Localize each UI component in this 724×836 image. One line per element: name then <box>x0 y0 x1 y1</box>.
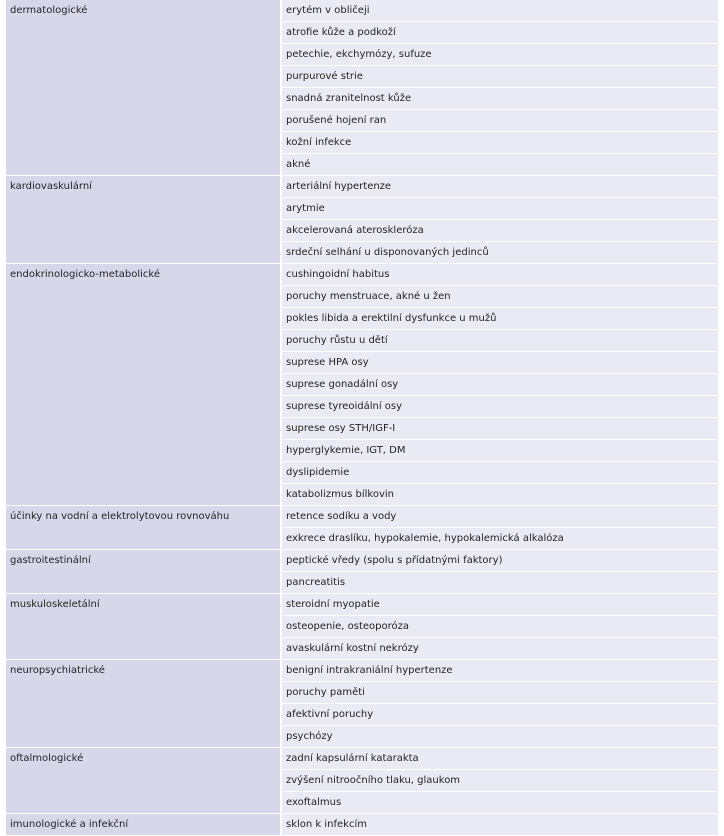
table-body <box>6 0 718 836</box>
effect-cell: porušené hojení ran <box>281 110 718 132</box>
effect-cell: retence sodíku a vody <box>281 506 718 528</box>
table-row <box>6 660 718 682</box>
effect-cell: arytmie <box>281 198 718 220</box>
category-cell: imunologické a infekční <box>6 814 281 836</box>
effect-cell: petechie, ekchymózy, sufuze <box>281 44 718 66</box>
effect-cell: exkrece draslíku, hypokalemie, hypokalemická alkalóza <box>281 528 718 550</box>
table-row <box>6 0 718 22</box>
effect-cell: poruchy paměti <box>281 682 718 704</box>
effect-cell: suprese osy STH/IGF-I <box>281 418 718 440</box>
category-cell: gastroitestinální <box>6 550 281 594</box>
table-row <box>6 814 718 836</box>
table-row <box>6 506 718 528</box>
effect-cell: arteriální hypertenze <box>281 176 718 198</box>
category-cell: neuropsychiatrické <box>6 660 281 748</box>
effect-cell: poruchy menstruace, akné u žen <box>281 286 718 308</box>
table-row <box>6 550 718 572</box>
table-row <box>6 264 718 286</box>
effect-cell: suprese tyreoidální osy <box>281 396 718 418</box>
effect-cell: akné <box>281 154 718 176</box>
effect-cell: psychózy <box>281 726 718 748</box>
table-row <box>6 176 718 198</box>
effect-cell: suprese HPA osy <box>281 352 718 374</box>
category-cell: muskuloskeletální <box>6 594 281 660</box>
effect-cell: steroidní myopatie <box>281 594 718 616</box>
effect-cell: zadní kapsulární katarakta <box>281 748 718 770</box>
effect-cell: poruchy růstu u dětí <box>281 330 718 352</box>
category-cell: dermatologické <box>6 0 281 176</box>
effect-cell: kožní infekce <box>281 132 718 154</box>
effect-cell: pokles libida a erektilní dysfunkce u mužů <box>281 308 718 330</box>
effect-cell: dyslipidemie <box>281 462 718 484</box>
effect-cell: akcelerovaná ateroskleróza <box>281 220 718 242</box>
effect-cell: purpurové strie <box>281 66 718 88</box>
category-cell: účinky na vodní a elektrolytovou rovnováhu <box>6 506 281 550</box>
effect-cell: peptické vředy (spolu s přídatnými faktory) <box>281 550 718 572</box>
category-cell: kardiovaskulární <box>6 176 281 264</box>
table-row <box>6 748 718 770</box>
effect-cell: erytém v obličeji <box>281 0 718 22</box>
effect-cell: srdeční selhání u disponovaných jedinců <box>281 242 718 264</box>
category-cell: endokrinologicko-metabolické <box>6 264 281 506</box>
effect-cell: afektivní poruchy <box>281 704 718 726</box>
category-cell: oftalmologické <box>6 748 281 814</box>
effect-cell: cushingoidní habitus <box>281 264 718 286</box>
table-row <box>6 594 718 616</box>
effect-cell: zvýšení nitroočního tlaku, glaukom <box>281 770 718 792</box>
effect-cell: avaskulární kostní nekrózy <box>281 638 718 660</box>
effect-cell: atrofie kůže a podkoží <box>281 22 718 44</box>
effect-cell: katabolizmus bílkovin <box>281 484 718 506</box>
effect-cell: benigní intrakraniální hypertenze <box>281 660 718 682</box>
effect-cell: hyperglykemie, IGT, DM <box>281 440 718 462</box>
adverse-effects-table <box>6 0 718 836</box>
effect-cell: sklon k infekcím <box>281 814 718 836</box>
effect-cell: suprese gonadální osy <box>281 374 718 396</box>
effect-cell: snadná zranitelnost kůže <box>281 88 718 110</box>
effect-cell: osteopenie, osteoporóza <box>281 616 718 638</box>
effect-cell: pancreatitis <box>281 572 718 594</box>
effect-cell: exoftalmus <box>281 792 718 814</box>
